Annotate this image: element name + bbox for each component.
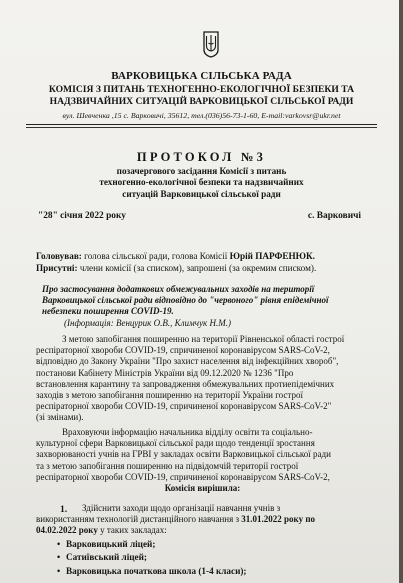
page-edge-shadow xyxy=(399,0,403,583)
meeting-date: "28" січня 2022 року xyxy=(38,211,126,221)
list-item: • Варковицький ліцей; xyxy=(66,539,155,549)
header-rule xyxy=(26,124,377,125)
protocol-title: ПРОТОКОЛ №3 xyxy=(136,150,267,164)
address-line: вул. Шевченка ,15 с. Варковичі, 35612, тел.(036)56-73-1-60, E-mail:varkovsr@ukr.net xyxy=(62,111,341,120)
paragraph-considering: Враховуючи інформацію начальника відділу освіти та соціально- культурної сфери Варковицької сільської ради щодо тенденції зростання захворюваності учнів на ГРВІ у закладах освіти Варковицької сільської ради та з метою запобігання поширенню на підвідомчій території гострої респіраторної хвороби COVID-19, спричиненої коронавірусом SARS-CoV-2, Комісія вирішила: xyxy=(36,427,369,494)
decision-text: Здійснити заходи щодо організації навчання учнів з використанням технологій дистанційного навчання з 31.01.2022 року по 04.02.2022 року у таких закладах: xyxy=(36,503,316,536)
commission-name: КОМІСІЯ З ПИТАНЬ ТЕХНОГЕННО-ЕКОЛОГІЧНОЇ БЕЗПЕКИ ТА НАДЗВИЧАЙНИХ СИТУАЦІЙ ВАРКОВИЦЬКОЇ СІЛЬСЬКОЇ РАДИ xyxy=(48,84,355,107)
present-line: Присутні: члени комісії (за списком), запрошені (за окремим списком). xyxy=(36,263,317,273)
decision-number: 1. xyxy=(60,504,68,515)
coat-of-arms-icon xyxy=(203,31,219,58)
agenda-item: Про застосування додаткових обмежувальних заходів на території Варковицької сільської ради відповідно до "червоного" рівня епідемічної небезпеки поширення COVID-19. (Інформація: Венцурик О.В., Климчук Н.М.) xyxy=(42,284,329,328)
paragraph-legal-basis: З метою запобігання поширенню на території Рівненської області гострої респіраторної хвороби COVID-19, спричиненої коронавірусом SARS-CoV-2, відповідно до Закону України "Про захист населення від інфекційних хвороб", постанови Кабінету Міністрів України від 09.12.2020 № 1236 "Про встановлення карантину та запровадження обмежувальних протиепідемічних заходів з метою запобігання поширенню на території України гострої респіраторної хвороби COVID-19, спричиненої коронавірусом SARS-CoV-2" (зі змінами). xyxy=(36,334,345,423)
header-rule-thin xyxy=(26,127,377,128)
list-item: • Сатиївський ліцей; xyxy=(66,552,147,562)
chair-line: Головував: голова сільської ради, голова Комісії Юрій ПАРФЕНЮК. xyxy=(36,251,315,261)
meeting-place: с. Варковичі xyxy=(307,211,361,221)
list-item: • Варковицька початкова школа (1-4 класи); xyxy=(66,566,247,576)
decision-heading: Комісія вирішила: xyxy=(164,483,241,494)
protocol-subtitle: позачергового засідання Комісії з питань техногенно-екологічної безпеки та надзвичайних ситуацій Варковицької сільської ради xyxy=(99,166,304,199)
council-name: ВАРКОВИЦЬКА СІЛЬСЬКА РАДА xyxy=(111,70,292,82)
